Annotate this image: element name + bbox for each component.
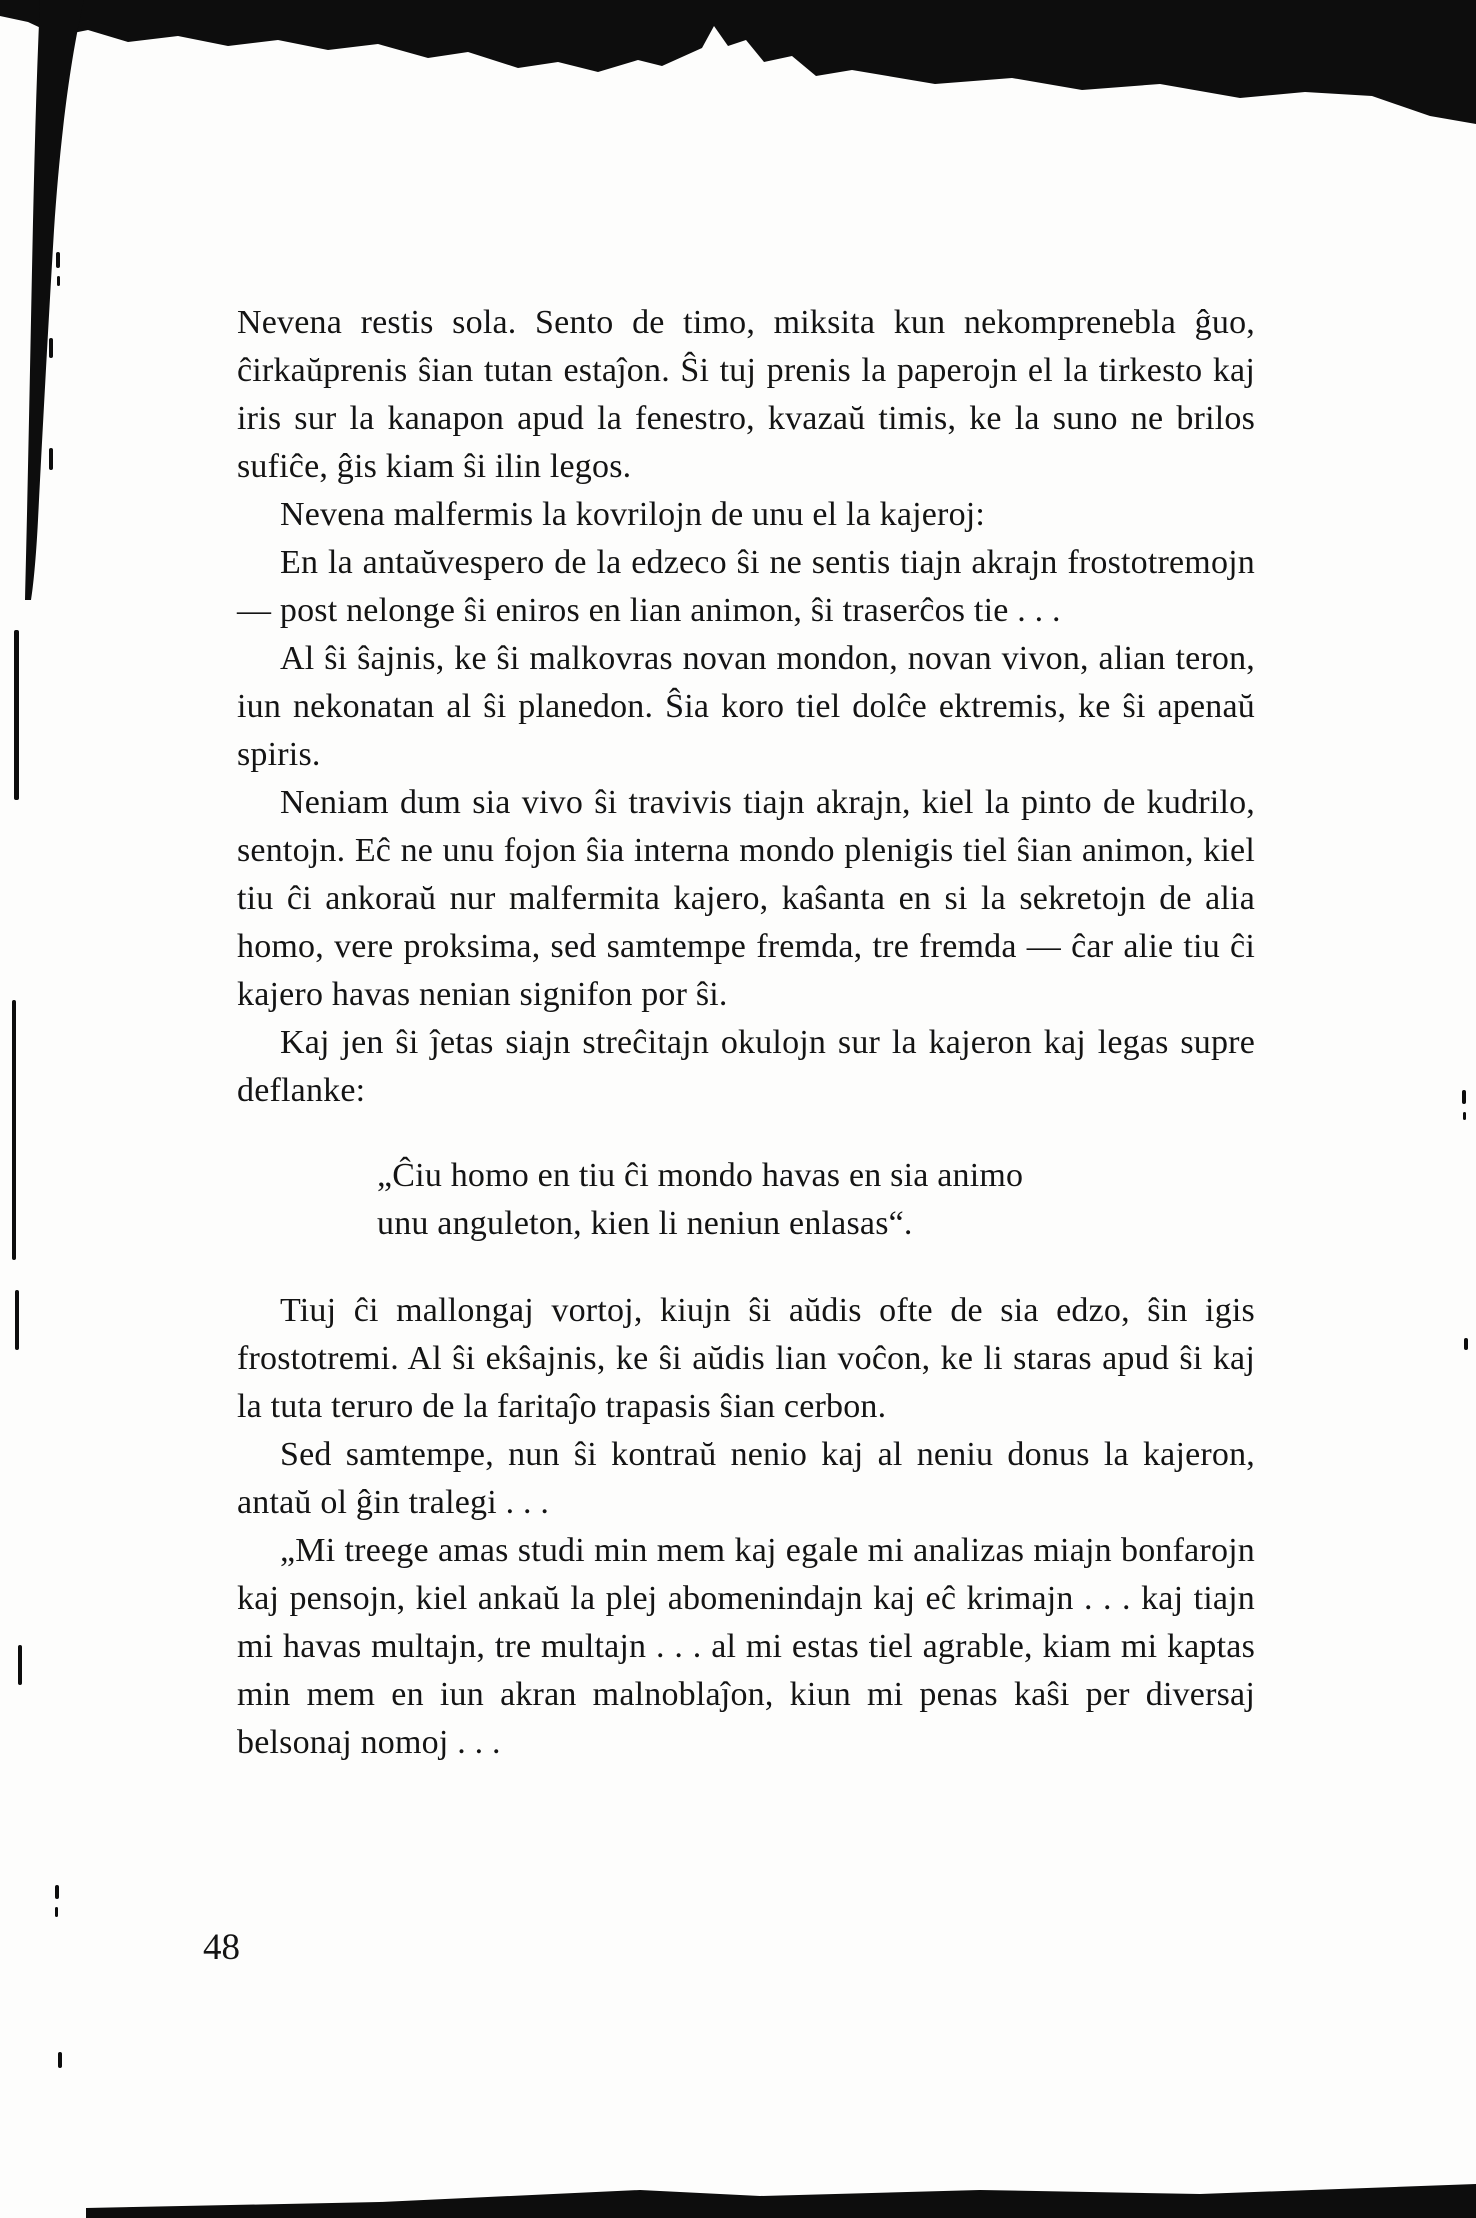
margin-mark-artifact xyxy=(18,1645,22,1685)
body-paragraph: Sed samtempe, nun ŝi kontraŭ nenio kaj al neniu donus la kajeron, antaŭ ol ĝin tralegi . . . xyxy=(237,1436,1255,1521)
margin-mark-artifact xyxy=(58,2052,62,2068)
top-edge-scan-artifact xyxy=(0,0,1476,124)
margin-mark-artifact xyxy=(1462,1090,1466,1104)
body-paragraph: Tiuj ĉi mallongaj vortoj, kiujn ŝi aŭdis ofte de sia edzo, ŝin igis frostotremi. Al ŝi ekŝajnis, ke ŝi aŭdis lian voĉon, ke li staras apud ŝi kaj la tuta teruro de la faritaĵo trapasis ŝian cerbon. xyxy=(237,1292,1255,1425)
margin-mark-artifact xyxy=(1464,1338,1468,1350)
body-paragraph: „Mi treege amas studi min mem kaj egale mi analizas miajn bonfarojn kaj pensojn, kiel ankaŭ la plej abomenindajn kaj eĉ krimajn . . . kaj tiajn mi havas multajn, tre multajn . . . al mi estas tiel agrable, kiam mi kaptas min mem en iun akran malnoblaĵon, kiun mi penas kaŝi per diversaj belsonaj nomoj . . . xyxy=(237,1532,1255,1761)
quote-line: unu anguleton, kien li neniun enlasas“. xyxy=(377,1205,913,1242)
body-paragraph: Neniam dum sia vivo ŝi travivis tiajn akrajn, kiel la pinto de kudrilo, sentojn. Eĉ ne unu fojon ŝia interna mondo plenigis tiel ŝian animon, kiel tiu ĉi ankoraŭ nur malfermita kajero, kaŝanta en si la sekretojn de alia homo, vere proksima, sed samtempe fremda, tre fremda — ĉar alie tiu ĉi kajero havas nenian signifon por ŝi. xyxy=(237,784,1255,1013)
page-text-block xyxy=(237,299,1255,1767)
margin-mark-artifact xyxy=(57,276,60,286)
quote-line: „Ĉiu homo en tiu ĉi mondo havas en sia animo xyxy=(377,1157,1024,1194)
body-paragraph: En la antaŭvespero de la edzeco ŝi ne sentis tiajn akrajn frostotremojn — post nelonge ŝi eniros en lian animon, ŝi traserĉos tie . . . xyxy=(237,544,1255,629)
body-paragraph: Nevena malfermis la kovrilojn de unu el la kajeroj: xyxy=(280,496,986,533)
margin-mark-artifact xyxy=(55,1907,58,1917)
bottom-edge-scan-artifact xyxy=(86,2184,1476,2218)
margin-mark-artifact xyxy=(55,1885,59,1899)
body-paragraph: Al ŝi ŝajnis, ke ŝi malkovras novan mondon, novan vivon, alian teron, iun nekonatan al ŝi planedon. Ŝia koro tiel dolĉe ektremis, ke ŝi apenaŭ spiris. xyxy=(237,640,1255,773)
margin-mark-artifact xyxy=(12,1000,16,1260)
margin-mark-artifact xyxy=(49,338,53,358)
page-number: 48 xyxy=(203,1927,240,1968)
margin-mark-artifact xyxy=(1463,1112,1466,1120)
epigraph-quote xyxy=(377,1152,1195,1248)
margin-mark-artifact xyxy=(14,630,19,800)
margin-mark-artifact xyxy=(15,1290,19,1350)
body-paragraph: Nevena restis sola. Sento de timo, miksita kun nekomprenebla ĝuo, ĉirkaŭprenis ŝian tutan estaĵon. Ŝi tuj prenis la paperojn el la tirkesto kaj iris sur la kanapon apud la fenestro, kvazaŭ timis, ke la suno ne brilos sufiĉe, ĝis kiam ŝi ilin legos. xyxy=(237,304,1255,485)
margin-mark-artifact xyxy=(56,252,60,268)
margin-mark-artifact xyxy=(49,448,53,470)
spine-edge-scan-artifact xyxy=(25,0,84,600)
body-paragraph: Kaj jen ŝi ĵetas siajn streĉitajn okulojn sur la kajeron kaj legas supre deflanke: xyxy=(237,1024,1255,1109)
